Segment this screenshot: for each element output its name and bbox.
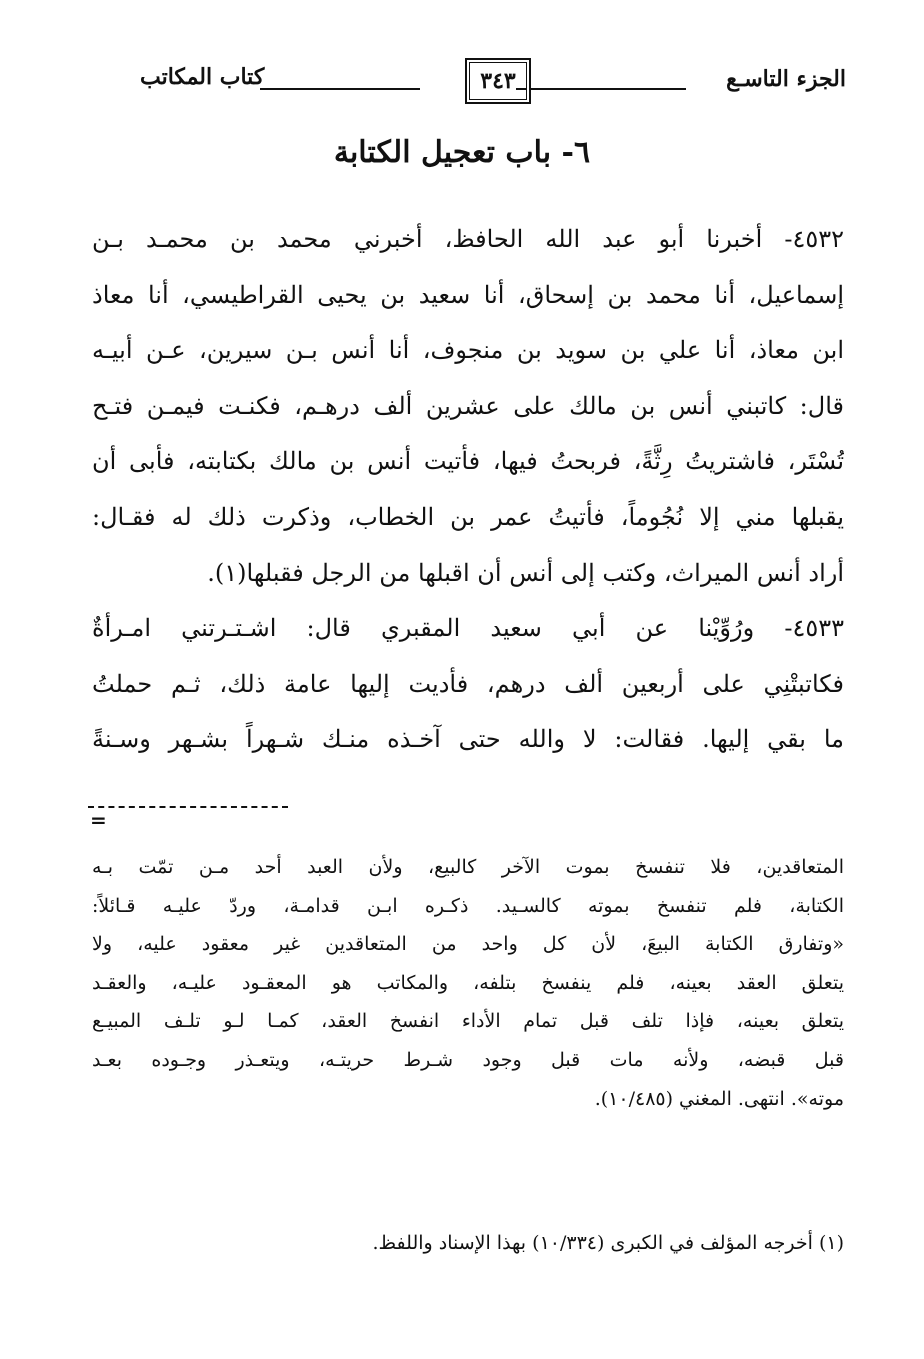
text-line: تُسْتَر، فاشتريتُ رِثَّةً، فربحتُ فيها، فأتيت أنس بن مالك بكتابته، فأبى أن (92, 447, 844, 476)
footnote-line: يتعلق بعينه، فإذا تلف قبل تمام الأداء انفسخ العقد، كمـا لـو تلـف المبيـع (92, 1010, 844, 1033)
header-rule-right (516, 88, 686, 90)
text-line: ٤٥٣٢- أخبرنا أبو عبد الله الحافظ، أخبرني محمد بن محمـد بـن (92, 225, 844, 253)
text-line: إسماعيل، أنا محمد بن إسحاق، أنا سعيد بن يحيى القراطيسي، أنا معاذ (92, 280, 844, 309)
footnote-line: موته». انتهى. المغني (١٠/٤٨٥). (594, 1087, 844, 1110)
page-header (130, 58, 846, 104)
text-line: ٤٥٣٣- ورُوِّيْنا عن أبي سعيد المقبري قال: اشـتـرتني امـرأةٌ (92, 614, 844, 643)
text-line: فكاتبتْنِي على أربعين ألف درهم، فأديت إليها عامة ذلك، ثـم حملتُ (92, 669, 844, 698)
footnote-line: «وتفارق الكتابة البيعَ، لأن كل واحد من المتعاقدين غير معقود عليه، ولا (92, 933, 844, 956)
continuation-mark: = (90, 808, 107, 832)
footnote-1: (١) أخرجه المؤلف في الكبرى (١٠/٣٣٤) بهذا الإسناد واللفظ. (372, 1232, 844, 1254)
footnote-continuation (92, 848, 844, 1118)
text-line: أراد أنس الميراث، وكتب إلى أنس أن اقبلها من الرجل فقبلها(١). (207, 558, 844, 587)
footnote-line: يتعلق العقد بعينه، فلم ينفسخ بتلفه، والمكاتب هو المعقـود عليـه، والعقـد (92, 971, 844, 994)
main-text (92, 212, 844, 768)
footnote-separator (88, 806, 288, 808)
header-rule-left (260, 88, 420, 90)
text-line: ما بقي إليها. فقالت: لا والله حتى آخـذه منـك شـهراً بشـهر وسـنةً (92, 725, 844, 754)
text-line: ابن معاذ، أنا علي بن سويد بن منجوف، أنا أنس بـن سيرين، عـن أبيـه (92, 336, 844, 365)
text-line: قال: كاتبني أنس بن مالك على عشرين ألف درهـم، فكنـت فيمـن فتـح (92, 391, 844, 420)
book-title: كتاب المكاتب (140, 64, 265, 90)
footnote-line: المتعاقدين، فلا تنفسخ بموت الآخر كالبيع، ولأن العبد أحد مـن تمّت بـه (92, 856, 844, 878)
chapter-title: ٦- باب تعجيل الكتابة (333, 135, 591, 170)
volume-title: الجزء التاسـع (726, 66, 846, 92)
page-number: ٣٤٣ (465, 58, 531, 104)
footnote-line: قبل قبضه، ولأنه مات قبل وجود شـرط حريتـه، ويتعـذر وجـوده بعـد (92, 1048, 844, 1071)
footnote-line: الكتابة، فلم تنفسخ بموته كالسـيد. ذكـره ابـن قدامـة، وردّ عليـه قـائلاً: (92, 894, 844, 917)
text-line: يقبلها مني إلا نُجُوماً، فأتيتُ عمر بن الخطاب، وذكرت ذلك له فقـال: (92, 502, 844, 531)
